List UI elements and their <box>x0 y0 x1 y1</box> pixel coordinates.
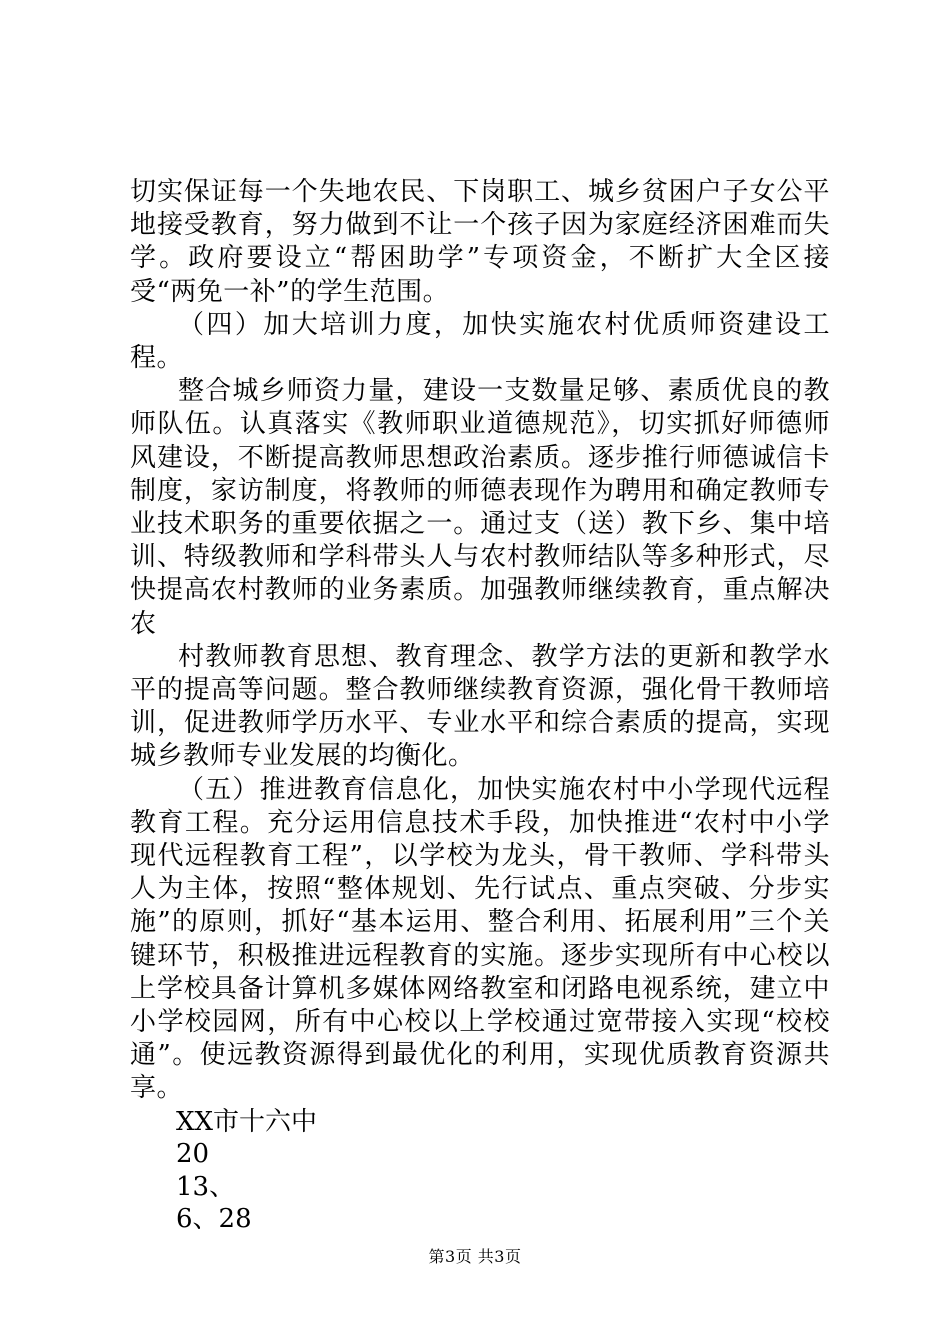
signature-date-part-2: 13、 <box>176 1171 236 1202</box>
signature-school: XX市十六中 <box>176 1106 318 1137</box>
paragraph-heading-4: （四）加大培训力度，加快实施农村优质师资建设工程。 <box>130 309 830 374</box>
page-number-footer: 第3页 共3页 <box>428 1247 522 1266</box>
signature-date-part-3: 6、28 <box>176 1204 252 1235</box>
paragraph-1: 切实保证每一个失地农民、下岗职工、城乡贫困户子女公平地接受教育，努力做到不让一个孩子因为家庭经济困难而失学。政府要设立“帮困助学”专项资金，不断扩大全区接受“两免一补”的学生范围。 <box>130 177 830 307</box>
paragraph-4: 村教师教育思想、教育理念、教学方法的更新和教学水平的提高等问题。整合教师继续教育资源，强化骨干教师培训，促进教师学历水平、专业水平和综合素质的提高，实现城乡教师专业发展的均衡化。 <box>130 641 830 772</box>
paragraph-heading-5: （五）推进教育信息化，加快实施农村中小学现代远程教育工程。充分运用信息技术手段，加快推进“农村中小学现代远程教育工程”，以学校为龙头，骨干教师、学科带头人为主体，按照“整体规划、先行试点、重点突破、分步实施”的原则，抓好“基本运用、整合利用、拓展利用”三个关键环节，积极推进远程教育的实施。逐步实现所有中心校以上学校具备计算机多媒体网络教室和闭路电视系统，建立中小学校园网，所有中心校以上学校通过宽带接入实现“校校通”。使远教资源得到最优化的利用，实现优质教育资源共享。 <box>130 774 830 1104</box>
document-body <box>130 176 830 1236</box>
signature-date-part-1: 20 <box>176 1139 210 1170</box>
paragraph-3: 整合城乡师资力量，建设一支数量足够、素质优良的教师队伍。认真落实《教师职业道德规范》，切实抓好师德师风建设，不断提高教师思想政治素质。逐步推行师德诚信卡制度，家访制度，将教师的师德表现作为聘用和确定教师专业技术职务的重要依据之一。通过支（送）教下乡、集中培训、特级教师和学科带头人与农村教师结队等多种形式，尽快提高农村教师的业务素质。加强教师继续教育，重点解决农 <box>130 376 830 639</box>
